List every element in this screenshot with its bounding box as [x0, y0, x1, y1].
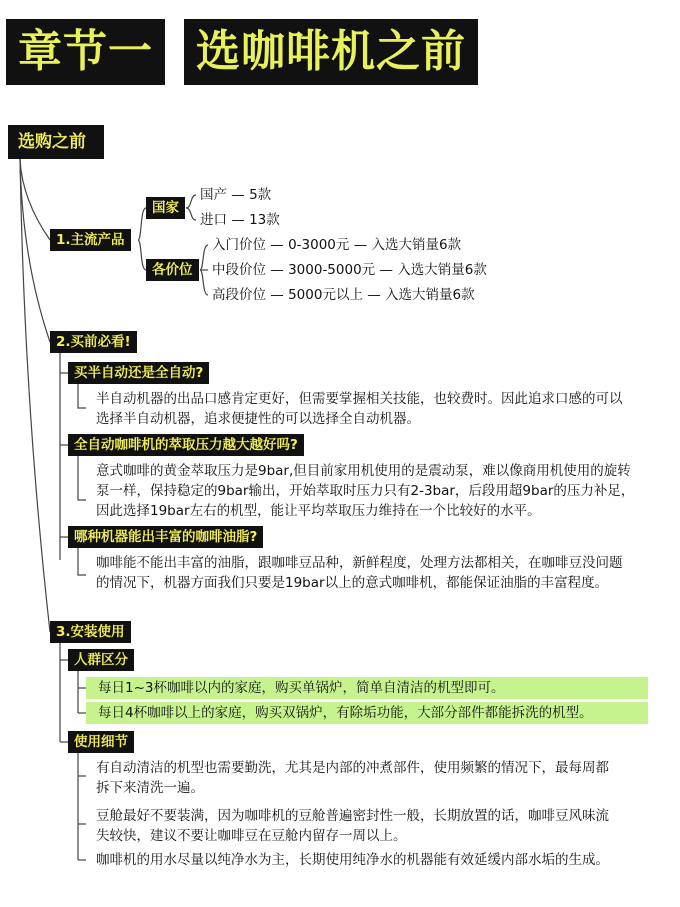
- country-node: 国家: [146, 197, 185, 219]
- details-bean-hopper: 豆舱最好不要装满，因为咖啡机的豆舱普遍密封性一般，长期放置的话，咖啡豆风味流 失较快，建议不要让咖啡豆在豆舱内留存一周以上。: [96, 808, 609, 844]
- chapter-title: 章节一: [6, 19, 165, 85]
- price-item-high: 高段价位 — 5000元以上 — 入选大销量6款: [212, 287, 475, 303]
- section2-node: 2.买前必看!: [50, 331, 137, 353]
- country-item-import: 进口 — 13款: [200, 212, 280, 228]
- q2-answer: 意式咖啡的黄金萃取压力是9bar,但目前家用机使用的是震动泵，难以像商用机使用的旋转 泵一样，保持稳定的9bar输出，开始萃取时压力只有2-3bar，后段用超9bar的压力补足， 因此选择19bar左右的机型，能让平均萃取压力维持在一个比较好的水平。: [96, 463, 635, 519]
- root-node: 选购之前: [8, 125, 104, 159]
- price-node: 各价位: [146, 259, 199, 281]
- price-item-mid: 中段价位 — 3000-5000元 — 入选大销量6款: [212, 262, 487, 278]
- crowd-node: 人群区分: [68, 649, 134, 671]
- price-item-entry: 入门价位 — 0-3000元 — 入选大销量6款: [212, 237, 462, 253]
- section3-node: 3.安装使用: [50, 621, 131, 643]
- details-water: 咖啡机的用水尽量以纯净水为主，长期使用纯净水的机器能有效延缓内部水垢的生成。: [96, 852, 609, 868]
- details-cleaning: 有自动清洁的机型也需要勤洗，尤其是内部的冲煮部件，使用频繁的情况下，最每周都 拆下来清洗一遍。: [96, 760, 609, 796]
- q1-node: 买半自动还是全自动?: [68, 362, 209, 384]
- crowd-item-small: 每日1~3杯咖啡以内的家庭，购买单锅炉，简单自清洁的机型即可。: [86, 677, 648, 699]
- q1-answer: 半自动机器的出品口感肯定更好，但需要掌握相关技能，也较费时。因此追求口感的可以 选择半自动机器，追求便捷性的可以选择全自动机器。: [96, 391, 623, 427]
- section1-node: 1.主流产品: [50, 229, 131, 251]
- crowd-item-large: 每日4杯咖啡以上的家庭，购买双锅炉，有除垢功能，大部分部件都能拆洗的机型。: [86, 702, 648, 724]
- country-item-domestic: 国产 — 5款: [200, 187, 272, 203]
- q3-node: 哪种机器能出丰富的咖啡油脂?: [68, 526, 263, 548]
- main-title: 选咖啡机之前: [184, 19, 478, 85]
- q2-node: 全自动咖啡机的萃取压力越大越好吗?: [68, 434, 304, 456]
- details-node: 使用细节: [68, 731, 134, 753]
- q3-answer: 咖啡能不能出丰富的油脂，跟咖啡豆品种，新鲜程度，处理方法都相关，在咖啡豆没问题 的情况下，机器方面我们只要是19bar以上的意式咖啡机，都能保证油脂的丰富程度。: [96, 555, 623, 591]
